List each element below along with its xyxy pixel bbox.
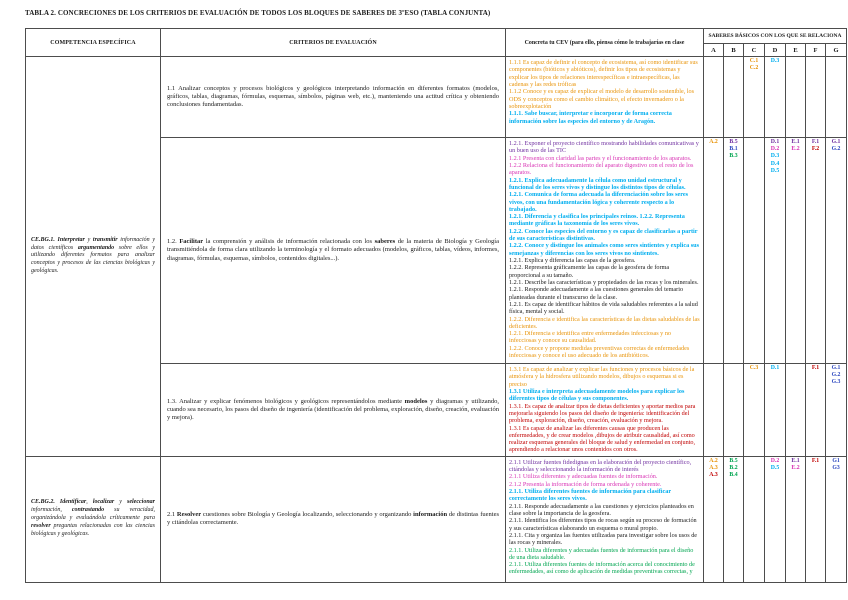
cev-item: 1.2.1. Diferencia y clasifica los principales reinos. 1.2.2. Representa mediante gráficas la taxonomía de los seres vivos. (509, 213, 685, 228)
cev-item: 1.2.1. Responde adecuadamente a las cuestiones generales del temario planteadas durante el transcurso de la clase. (509, 286, 684, 301)
cev-item: 1.2.2. Diferencia e identifica las características de las dietas saludables de las deficientes. (509, 315, 700, 330)
cev-item: 2.1.1. Utiliza diferentes y adecuadas fuentes de información para el diseño de una dieta saludable. (509, 546, 694, 561)
cev-item: 2.1.1 Utilizar fuentes fidedignas en la elaboración del proyecto científico, citándolas y seleccionando la información de interés (509, 458, 692, 474)
criterio-cell-1-3 (161, 364, 506, 457)
saberes-cell-r3-f (806, 364, 826, 457)
saber-code: F.2 (811, 146, 820, 153)
cev-item: 1.2.2 Relaciona el funcionamiento del aparato digestivo con el resto de los aparatos. (509, 161, 694, 177)
saberes-cell-r3-b (724, 364, 744, 457)
saber-code: G.2 (831, 146, 841, 153)
saberes-cell-r4-b (724, 456, 744, 582)
saber-code: D.1 (770, 365, 780, 371)
saber-code: B.5 (729, 457, 738, 464)
saberes-cell-r3-e (786, 364, 806, 457)
saber-code: A.2 (709, 139, 718, 145)
saberes-cell-r2-d (765, 138, 786, 364)
saber-code: C.1 (749, 58, 759, 64)
saberes-cell-r1-f (806, 57, 826, 138)
cev-item: 2.1.2 Presenta la información de forma ordenada y coherente. (509, 480, 662, 488)
cev-item: 2.1.1 Utiliza diferentes y adecuadas fuentes de información. (509, 473, 658, 481)
text-segment: modelos (404, 397, 428, 405)
saber-code: D.5 (770, 167, 780, 174)
text-segment: información y datos científicos (31, 236, 155, 251)
saber-code: E.1 (791, 139, 800, 145)
text-segment: seleccionar (127, 499, 155, 506)
saberes-cell-r3-d (765, 364, 786, 457)
saberes-cell-r4-e (786, 456, 806, 582)
header-competencia: COMPETENCIA ESPECÍFICA (26, 29, 161, 57)
text-segment: preguntas relacionadas con las ciencias biológicas y geológicas. (31, 523, 155, 538)
saberes-cell-r1-e (786, 57, 806, 138)
saberes-cell-r1-b (724, 57, 744, 138)
cev-item: 1.2.1. Explica y diferencia las capas de la geosfera. (509, 257, 636, 264)
cev-item: 1.2.1 Presenta con claridad las partes y el funcionamiento de los aparatos. (509, 154, 692, 162)
saber-code: B.5 (729, 139, 738, 145)
saber-code: C.2 (749, 65, 759, 72)
cev-item: 1.3.1 Utiliza e interpreta adecuadamente modelos para explicar los diferentes tipos de células y sus componentes. (509, 387, 685, 403)
saber-code: D.2 (770, 146, 780, 153)
cev-cell-1-2 (506, 138, 704, 364)
cev-item: 1.2.1. Explica adecuadamente la célula como unidad estructural y funcional de los seres vivos y distingue los distintos tipos de células. (509, 176, 686, 191)
text-segment: saberes (374, 238, 396, 246)
text-segment: y diagramas y utilizando, cuando sea necesario, los pasos del diseño de ingeniería (identificación del problema, exploración, diseño, creación, evaluación y mejora). (167, 397, 499, 421)
cev-item: 2.1.1. Responde adecuadamente a las cuestiones y ejercicios planteados en clase sobre la importancia de la geosfera. (509, 502, 694, 517)
header-saberes-letter-f: F (806, 44, 826, 57)
saberes-cell-r2-b (724, 138, 744, 364)
saberes-cell-r4-c (744, 456, 765, 582)
text-segment: 1.2. (167, 238, 180, 246)
cev-item: 2.1.1. Utiliza diferentes fuentes de información acerca del conocimiento de enfermedades, así como de aplicación de medidas preventivas correctas, y (509, 561, 695, 576)
cev-item: 2.1.1. Cita y organiza las fuentes utilizadas para investigar sobre los usos de las rocas y minerales. (509, 531, 698, 547)
saberes-cell-r3-c (744, 364, 765, 457)
saber-code: B.1 (729, 146, 738, 153)
header-saberes: SABERES BÁSICOS CON LOS QUE SE RELACIONA (704, 29, 847, 44)
saberes-cell-r1-c (744, 57, 765, 138)
saber-code: A.3 (709, 464, 718, 471)
saber-code: G.3 (831, 379, 841, 386)
evaluation-table (25, 28, 847, 583)
text-segment: CE.BG.2. (31, 499, 60, 506)
cev-item: 1.2.1. Diferencia e identifica entre enfermedades infecciosas y no infecciosas y conoce su causalidad. (509, 330, 672, 345)
saber-code: F.1 (811, 139, 820, 145)
header-saberes-letter-d: D (765, 44, 786, 57)
text-segment: argumentando (77, 244, 115, 251)
text-segment: de distintas fuentes y citándolas correctamente. (167, 511, 499, 527)
saberes-cell-r2-e (786, 138, 806, 364)
text-segment: la comprensión y análisis de información relacionada con los (203, 238, 375, 246)
text-segment: transmitir (92, 236, 118, 243)
text-segment: 2.1 (167, 511, 177, 519)
cev-item: 1.2.2. Representa gráficamente las capas de la geosfera de forma proporcional a su tamaño. (509, 264, 670, 279)
text-segment: información, (31, 507, 72, 514)
cev-item: 1.2.2. Conoce las especies del entorno y es capaz de clasificarlas a partir de sus características distintivas. (509, 227, 698, 243)
saberes-cell-r2-f (806, 138, 826, 364)
saber-code: E.2 (791, 464, 800, 471)
saber-code: D.5 (770, 464, 780, 471)
page-title: TABLA 2. CONCRECIONES DE LOS CRITERIOS DE EVALUACIÓN DE TODOS LOS BLOQUES DE SABERES DE 3ºESO (TABLA CONJUNTA) (25, 9, 491, 17)
cev-item: 1.2.1. Comunica de forma adecuada la diferenciación sobre los seres vivos, con una fundamentación lógica y coherente respecto a lo trabajado. (509, 191, 689, 213)
text-segment: , (86, 499, 93, 506)
saber-code: E.2 (791, 146, 800, 153)
saber-code: D.1 (770, 139, 780, 145)
cev-item: 2.1.1. Utiliza diferentes fuentes de información para clasificar correctamente los seres vivos. (509, 488, 671, 503)
text-segment: Identificar (59, 499, 87, 506)
cev-item: 1.1.1 Es capaz de definir el concepto de ecosistema, así como identificar sus componentes (bióticos y abióticos), definir los tipos de ecosistemas y explicar los tipos de relaciones interespecíficas e intraespecíficas, las cadenas y las redes tróficas (509, 59, 698, 88)
saberes-cell-r2-a (704, 138, 724, 364)
competencia-cell-cebg1 (26, 57, 161, 457)
text-segment: contrastando (71, 507, 105, 514)
cev-item: 1.2.2. Conoce y distingue los animales como seres sintientes y explica sus semejanzas y diferencias con los seres vivos no sintientes. (509, 242, 699, 257)
saber-code: G1 (832, 457, 840, 464)
cev-item: 1.2.1. Describe las características y propiedades de las rocas y los minerales. (509, 278, 699, 286)
cev-item: 1.3.1 Es capaz de analizar y explicar las funciones y procesos básicos de la atmósfera y la hidrosfera utilizando modelos, dibujos o esquemas si es preciso (509, 366, 695, 388)
text-segment: Resolver (176, 511, 202, 519)
saberes-cell-r3-a (704, 364, 724, 457)
cev-item: 1.2.1. Exponer el proyecto científico mostrando habilidades comunicativas y un buen uso de las TIC (509, 140, 699, 155)
saber-code: G.1 (831, 139, 841, 145)
text-segment: y (114, 499, 127, 506)
text-segment: su veracidad, organizándola y evaluándola críticamente para (31, 507, 155, 522)
text-segment: CE.BG.1. (31, 236, 58, 243)
header-criterios: CRITERIOS DE EVALUACIÓN (161, 29, 506, 57)
text-segment: sobre ellos y utilizando diferentes formatos para analizar conceptos y procesos de las ciencias biológicas y geológicas. (31, 244, 155, 275)
saber-code: A.2 (709, 457, 718, 464)
saber-code: D.4 (770, 160, 780, 167)
competencia-cell-cebg2 (26, 456, 161, 582)
header-saberes-letter-a: A (704, 44, 724, 57)
saber-code: D.3 (770, 58, 780, 64)
saberes-cell-r4-d (765, 456, 786, 582)
saber-code: B.4 (729, 472, 738, 479)
saber-code: A.3 (709, 472, 718, 479)
text-segment: información (413, 511, 448, 519)
saber-code: D.3 (770, 153, 780, 160)
text-segment: Facilitar (179, 238, 204, 246)
text-segment: 1.3. Analizar y explicar fenómenos biológicos y geológicos representándolos mediante (167, 397, 405, 405)
saberes-cell-r1-d (765, 57, 786, 138)
saberes-cell-r4-g (826, 456, 847, 582)
saberes-cell-r2-c (744, 138, 765, 364)
saber-code: B.2 (729, 464, 738, 471)
header-saberes-letter-g: G (826, 44, 847, 57)
text-segment: de la materia de Biología y Geología transmitiéndola de forma clara utilizando la terminología y el formato adecuados (modelos, gráficos, tablas, vídeos, informes, diagramas, fórmulas, esquemas, símbolos, contenidos digitales...). (167, 238, 499, 262)
saber-code: G3 (832, 464, 840, 471)
header-saberes-letter-b: B (724, 44, 744, 57)
saber-code: E.1 (791, 457, 800, 464)
criterio-cell-1-2 (161, 138, 506, 364)
saberes-cell-r2-g (826, 138, 847, 364)
cev-item: 1.2.2. Conoce y propone medidas preventivas correctas de enfermedades infecciosas y conoce el uso adecuado de los antibióticos. (509, 344, 690, 360)
saber-code: B.3 (729, 153, 738, 160)
cev-item: 1.3.1 Es capaz de analizar las diferentes causas que producen las enfermedades, y de crear modelos ,dibujos de atribuir causalidad, así como realizar esquemas generales del bloque de salud y enfermedad en conjunto, aprendiendo a relacionar unos contenidos con otros. (509, 424, 696, 454)
saber-code: G.2 (831, 372, 841, 379)
saberes-cell-r4-f (806, 456, 826, 582)
criterio-cell-1-1 (161, 57, 506, 138)
cev-cell-1-1 (506, 57, 704, 138)
saber-code: F.1 (811, 365, 820, 371)
saber-code: D.2 (770, 457, 780, 464)
cev-item: 1.2.1. Es capaz de identificar hábitos de vida saludables referentes a la salud física, mental y social. (509, 300, 698, 316)
saber-code: C.3 (749, 365, 759, 371)
cev-cell-1-3 (506, 364, 704, 457)
text-segment: Interpretar (57, 236, 85, 243)
saberes-cell-r1-g (826, 57, 847, 138)
saber-code: F.1 (811, 457, 820, 464)
cev-item: 1.1.1. Sabe buscar, interpretar e incorporar de forma correcta información sobre las especies del entorno y de Aragón. (509, 110, 672, 125)
header-cev: Concreta tu CEV (para ello, piensa cómo lo trabajarías en clase (506, 29, 704, 57)
text-segment: 1.1 Analizar conceptos y procesos biológicos y geológicos interpretando información en diferentes formatos (modelos, gráficos, tablas, diagramas, fórmulas, esquemas, símbolos, páginas web, etc.), manteniendo una actitud crítica y obteniendo conclusiones fundamentadas. (167, 84, 499, 109)
saberes-cell-r3-g (826, 364, 847, 457)
text-segment: y (84, 236, 93, 243)
cev-cell-2-1 (506, 456, 704, 582)
text-segment: localizar (92, 499, 115, 506)
header-saberes-letter-c: C (744, 44, 765, 57)
cev-item: 1.3.1. Es capaz de analizar tipos de dietas deficientes y aportar medios para mejorarla siguiendo los pasos del diseño de ingeniería: identificación del problema, exploración, diseño, creación, evaluación y mejora. (509, 402, 696, 425)
saber-code: G.1 (831, 365, 841, 371)
saberes-cell-r4-a (704, 456, 724, 582)
criterio-cell-2-1 (161, 456, 506, 582)
header-saberes-letter-e: E (786, 44, 806, 57)
saberes-cell-r1-a (704, 57, 724, 138)
cev-item: 1.1.2 Conoce y es capaz de explicar el modelo de desarrollo sostenible, los ODS y conceptos como el cambio climático, el efecto invernadero o la sobreexplotación (509, 88, 695, 110)
text-segment: cuestiones sobre Biología y Geología localizando, seleccionando y organizando (201, 511, 414, 519)
cev-item: 2.1.1. Identifica los diferentes tipos de rocas según su proceso de formación y sus características elaborando un esquema o mural propio. (509, 517, 697, 532)
text-segment: resolver (31, 523, 51, 530)
